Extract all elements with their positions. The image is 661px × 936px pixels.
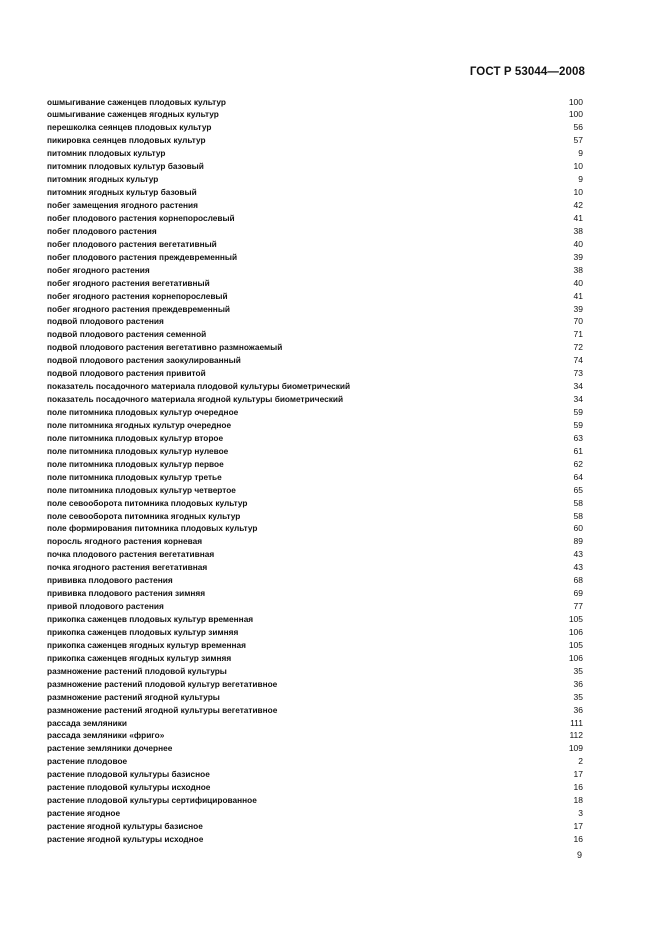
index-term-number: 100 — [568, 109, 583, 120]
index-term-number: 43 — [573, 562, 583, 573]
index-term: размножение растений плодовой культуры — [47, 665, 227, 676]
index-term-number: 36 — [573, 678, 583, 689]
index-entry — [47, 717, 583, 730]
index-term: пикировка сеянцев плодовых культур — [47, 135, 206, 146]
index-term-number: 17 — [573, 769, 583, 780]
index-term: подвой плодового растения семенной — [47, 329, 207, 340]
index-term: показатель посадочного материала плодовой культуры биометрический — [47, 381, 351, 392]
index-entry — [47, 639, 583, 652]
index-entry — [47, 626, 583, 639]
index-entry — [47, 665, 583, 678]
index-entry — [47, 186, 583, 199]
index-term: подвой плодового растения привитой — [47, 368, 206, 379]
index-term-number: 89 — [573, 536, 583, 547]
index-term: поле формирования питомника плодовых культур — [47, 523, 258, 534]
index-entry — [47, 561, 583, 574]
index-entry — [47, 121, 583, 134]
index-entry — [47, 199, 583, 212]
index-term-number: 58 — [573, 510, 583, 521]
index-term-number: 111 — [570, 717, 583, 728]
index-term: почка плодового растения вегетативная — [47, 549, 215, 560]
index-term-number: 62 — [573, 458, 583, 469]
index-term-number: 10 — [573, 161, 583, 172]
index-term: ошмыгивание саженцев ягодных культур — [47, 109, 219, 120]
index-entry — [47, 354, 583, 367]
index-term-number: 39 — [573, 251, 583, 262]
index-term-number: 100 — [568, 96, 583, 107]
index-entry — [47, 652, 583, 665]
index-term-number: 18 — [573, 795, 583, 806]
index-term: прикопка саженцев плодовых культур зимняя — [47, 626, 239, 637]
index-entry — [47, 497, 583, 510]
index-entry — [47, 807, 583, 820]
index-term: побег плодового растения преждевременный — [47, 251, 238, 262]
index-term-number: 43 — [573, 549, 583, 560]
index-term-number: 39 — [573, 303, 583, 314]
index-term: почка ягодного растения вегетативная — [47, 562, 208, 573]
index-term-number: 41 — [573, 212, 583, 223]
index-term-number: 35 — [573, 665, 583, 676]
index-term-number: 106 — [568, 652, 583, 663]
index-term: поле севооборота питомника плодовых культур — [47, 497, 248, 508]
index-term: прививка плодового растения зимняя — [47, 588, 206, 599]
index-entry — [47, 147, 583, 160]
index-term: рассада земляники — [47, 717, 127, 728]
index-term-number: 64 — [573, 471, 583, 482]
index-term-number: 71 — [573, 329, 583, 340]
index-entry — [47, 755, 583, 768]
index-entry — [47, 548, 583, 561]
index-term-number: 17 — [573, 821, 583, 831]
index-term-number: 72 — [573, 342, 583, 353]
index-term: рассада земляники «фриго» — [47, 730, 165, 741]
index-entry — [47, 691, 583, 704]
index-term: прикопка саженцев ягодных культур зимняя — [47, 652, 232, 663]
index-term-number: 2 — [578, 756, 583, 767]
index-entry — [47, 134, 583, 147]
index-term: поле питомника плодовых культур нулевое — [47, 445, 229, 456]
index-term: поле питомника плодовых культур очередное — [47, 407, 239, 417]
index-term-number: 42 — [573, 200, 583, 210]
index-entry — [47, 341, 583, 354]
index-term-number: 63 — [573, 432, 583, 443]
index-entry — [47, 510, 583, 523]
index-term-number: 56 — [573, 122, 583, 133]
index-term: растение плодовой культуры сертифицированное — [47, 795, 257, 806]
index-entry — [47, 535, 583, 548]
index-entry — [47, 173, 583, 186]
index-term: побег плодового растения — [47, 225, 157, 236]
index-term-number: 105 — [568, 639, 583, 650]
index-term: привой плодового растения — [47, 601, 164, 612]
index-term: подвой плодового растения — [47, 316, 164, 327]
index-term: питомник ягодных культур базовый — [47, 187, 197, 198]
index-term: показатель посадочного материала ягодной культуры биометрический — [47, 394, 344, 405]
index-term-number: 58 — [573, 497, 583, 508]
index-term: размножение растений ягодной культуры — [47, 691, 220, 702]
index-entry — [47, 768, 583, 781]
index-term: побег ягодного растения — [47, 264, 150, 275]
index-term: растение ягодное — [47, 808, 121, 819]
index-term: питомник плодовых культур — [47, 148, 166, 159]
index-term-number: 106 — [568, 626, 583, 637]
index-term: поле питомника плодовых культур четвертое — [47, 484, 236, 495]
index-term: ошмыгивание саженцев плодовых культур — [47, 96, 226, 107]
index-entry — [47, 522, 583, 535]
index-term: подвой плодового растения заокулированный — [47, 355, 241, 366]
document-code: ГОСТ Р 53044—2008 — [469, 66, 585, 78]
index-entry — [47, 251, 583, 264]
index-term-number: 112 — [569, 730, 583, 741]
index-term: поле питомника ягодных культур очередное — [47, 419, 232, 430]
index-term: поле питомника плодовых культур второе — [47, 432, 224, 443]
index-entry — [47, 264, 583, 277]
index-term-number: 73 — [573, 368, 583, 379]
index-term: растение ягодной культуры базисное — [47, 821, 203, 831]
index-term: размножение растений ягодной культуры вегетативное — [47, 704, 278, 715]
index-term-number: 109 — [568, 743, 583, 754]
index-entry — [47, 290, 583, 303]
index-entry — [47, 704, 583, 717]
index-entry — [47, 613, 583, 626]
index-term-number: 60 — [573, 523, 583, 534]
index-entry — [47, 458, 583, 471]
index-term: поле питомника плодовых культур третье — [47, 471, 222, 482]
index-entry — [47, 419, 583, 432]
index-entry — [47, 574, 583, 587]
index-entry — [47, 303, 583, 316]
index-entry — [47, 587, 583, 600]
index-term: побег замещения ягодного растения — [47, 200, 198, 210]
index-entry — [47, 238, 583, 251]
index-term-number: 16 — [573, 833, 583, 844]
index-term-number: 35 — [573, 691, 583, 702]
index-entry — [47, 212, 583, 225]
index-term: растение ягодной культуры исходное — [47, 833, 204, 844]
index-entry — [47, 794, 583, 807]
index-term-number: 68 — [573, 575, 583, 586]
index-term-number: 70 — [573, 316, 583, 327]
index-term: побег ягодного растения корнепорослевый — [47, 290, 228, 301]
index-term: перешколка сеянцев плодовых культур — [47, 122, 212, 133]
index-term: растение плодовой культуры исходное — [47, 782, 211, 793]
index-term: растение плодовой культуры базисное — [47, 769, 210, 780]
index-term: побег ягодного растения вегетативный — [47, 277, 210, 288]
index-entry — [47, 678, 583, 691]
index-entry — [47, 225, 583, 238]
index-term: питомник плодовых культур базовый — [47, 161, 204, 172]
index-term-number: 65 — [573, 484, 583, 495]
term-index — [47, 96, 583, 846]
index-term: прикопка саженцев плодовых культур временная — [47, 614, 254, 624]
index-term-number: 3 — [578, 808, 583, 819]
index-entry — [47, 742, 583, 755]
index-term: поле севооборота питомника ягодных культур — [47, 510, 241, 521]
index-term: поле питомника плодовых культур первое — [47, 458, 224, 469]
page-number: 9 — [576, 850, 582, 860]
index-term-number: 9 — [578, 174, 583, 185]
index-term-number: 34 — [573, 381, 583, 392]
index-entry — [47, 277, 583, 290]
index-entry — [47, 820, 583, 833]
index-entry — [47, 432, 583, 445]
index-term-number: 40 — [573, 277, 583, 288]
index-entry — [47, 315, 583, 328]
index-term-number: 59 — [573, 419, 583, 430]
index-term: прививка плодового растения — [47, 575, 173, 586]
index-entry — [47, 471, 583, 484]
index-term: прикопка саженцев ягодных культур временная — [47, 639, 247, 650]
index-term-number: 57 — [573, 135, 583, 146]
index-entry — [47, 367, 583, 380]
index-term-number: 34 — [573, 394, 583, 405]
index-entry — [47, 600, 583, 613]
index-entry — [47, 160, 583, 173]
index-term-number: 36 — [573, 704, 583, 715]
index-entry — [47, 108, 583, 121]
index-term: питомник ягодных культур — [47, 174, 159, 185]
index-term-number: 40 — [573, 238, 583, 249]
index-term: побег ягодного растения преждевременный — [47, 303, 231, 314]
index-entry — [47, 393, 583, 406]
index-term-number: 16 — [573, 782, 583, 793]
index-entry — [47, 484, 583, 497]
index-entry — [47, 833, 583, 846]
index-entry — [47, 96, 583, 109]
index-entry — [47, 380, 583, 393]
index-term-number: 77 — [573, 601, 583, 612]
index-term-number: 74 — [573, 355, 583, 366]
index-entry — [47, 445, 583, 458]
index-entry — [47, 781, 583, 794]
index-term-number: 59 — [573, 407, 583, 417]
index-term-number: 38 — [573, 225, 583, 236]
index-entry — [47, 729, 583, 742]
index-term-number: 9 — [578, 148, 583, 159]
index-term: побег плодового растения вегетативный — [47, 238, 217, 249]
index-term: растение земляники дочернее — [47, 743, 173, 754]
index-term: побег плодового растения корнепорослевый — [47, 212, 235, 223]
index-term-number: 41 — [573, 290, 583, 301]
index-term: подвой плодового растения вегетативно размножаемый — [47, 342, 283, 353]
index-term-number: 10 — [573, 187, 583, 198]
index-term: поросль ягодного растения корневая — [47, 536, 203, 547]
index-term-number: 105 — [568, 614, 583, 624]
index-entry — [47, 328, 583, 341]
index-term: размножение растений плодовой культур вегетативное — [47, 678, 278, 689]
index-term-number: 38 — [573, 264, 583, 275]
index-term-number: 61 — [573, 445, 583, 456]
index-term: растение плодовое — [47, 756, 128, 767]
index-entry — [47, 406, 583, 419]
index-term-number: 69 — [573, 588, 583, 599]
